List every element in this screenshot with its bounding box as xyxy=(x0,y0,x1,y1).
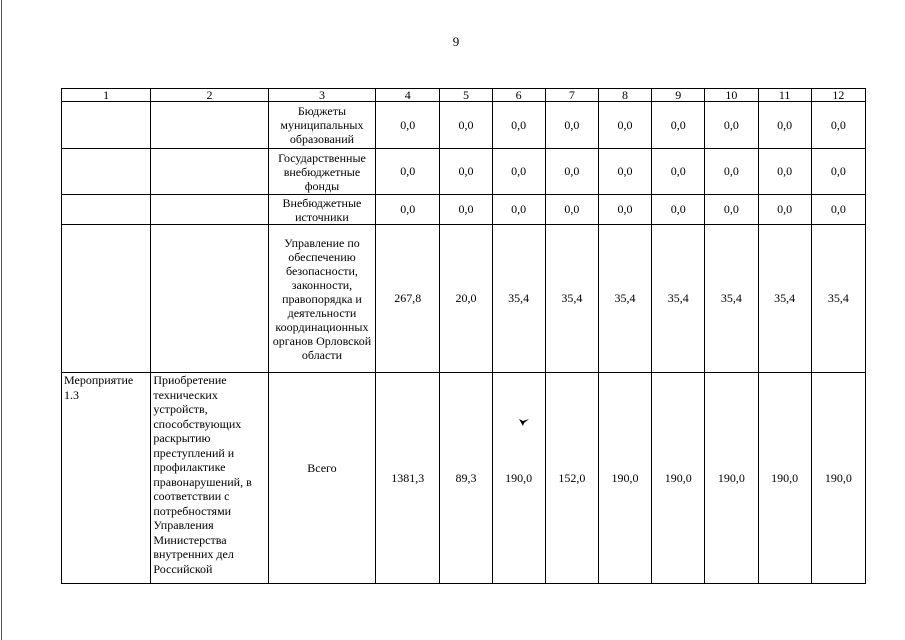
value-cell: 0,0 xyxy=(758,195,811,225)
table-row xyxy=(62,373,866,584)
column-header: 8 xyxy=(598,89,651,102)
description-cell xyxy=(151,102,268,149)
value-cell: 0,0 xyxy=(376,195,440,225)
ink-mark-icon xyxy=(518,416,530,427)
description-cell: Приобретение технических устройств, способствующих раскрытию преступлений и профилактике правонарушений, в соответствии с потребностями Управления Министерства внутренних дел Российской xyxy=(151,373,268,584)
value-cell: 0,0 xyxy=(811,195,865,225)
value-cell: 0,0 xyxy=(440,195,492,225)
value-cell: 35,4 xyxy=(598,225,651,373)
table-row xyxy=(62,225,866,373)
value-cell: 89,3 xyxy=(440,373,492,584)
value-cell: 0,0 xyxy=(545,195,598,225)
column-header: 12 xyxy=(811,89,865,102)
value-cell: 190,0 xyxy=(598,373,651,584)
value-cell: 0,0 xyxy=(598,149,651,195)
description-cell xyxy=(151,149,268,195)
value-cell: 190,0 xyxy=(705,373,758,584)
value-cell: 35,4 xyxy=(652,225,705,373)
column-header: 9 xyxy=(652,89,705,102)
column-header: 2 xyxy=(151,89,268,102)
budget-table xyxy=(61,88,866,584)
value-cell: 190,0 xyxy=(811,373,865,584)
value-cell: 0,0 xyxy=(492,195,545,225)
activity-cell xyxy=(62,195,151,225)
funding-source-cell: Государственные внебюджетные фонды xyxy=(268,149,375,195)
value-cell: 0,0 xyxy=(492,102,545,149)
table-row xyxy=(62,149,866,195)
activity-cell: Мероприятие 1.3 xyxy=(62,373,151,584)
scan-edge-line xyxy=(1,0,2,640)
page-number: 9 xyxy=(452,34,460,49)
column-header: 11 xyxy=(758,89,811,102)
funding-source-cell: Управление по обеспечению безопасности, законности, правопорядка и деятельности координационных органов Орловской области xyxy=(268,225,375,373)
value-cell: 0,0 xyxy=(598,102,651,149)
activity-cell xyxy=(62,149,151,195)
value-cell: 0,0 xyxy=(758,102,811,149)
value-cell: 35,4 xyxy=(811,225,865,373)
funding-source-cell: Всего xyxy=(268,373,375,584)
value-cell: 35,4 xyxy=(492,225,545,373)
value-cell: 190,0 xyxy=(492,373,545,584)
value-cell: 0,0 xyxy=(598,195,651,225)
column-header: 7 xyxy=(545,89,598,102)
description-cell xyxy=(151,195,268,225)
description-cell xyxy=(151,225,268,373)
value-cell: 35,4 xyxy=(545,225,598,373)
value-cell: 0,0 xyxy=(545,102,598,149)
column-header-row xyxy=(62,89,866,102)
column-header: 3 xyxy=(268,89,375,102)
column-header: 4 xyxy=(376,89,440,102)
value-cell: 0,0 xyxy=(440,102,492,149)
value-cell: 0,0 xyxy=(652,102,705,149)
value-cell: 190,0 xyxy=(758,373,811,584)
funding-source-cell: Внебюджетные источники xyxy=(268,195,375,225)
value-cell: 0,0 xyxy=(652,195,705,225)
value-cell: 152,0 xyxy=(545,373,598,584)
value-cell: 0,0 xyxy=(811,149,865,195)
column-header: 1 xyxy=(62,89,151,102)
value-cell: 267,8 xyxy=(376,225,440,373)
column-header: 10 xyxy=(705,89,758,102)
value-cell: 20,0 xyxy=(440,225,492,373)
value-cell: 0,0 xyxy=(811,102,865,149)
value-cell: 0,0 xyxy=(545,149,598,195)
value-cell: 0,0 xyxy=(705,102,758,149)
activity-cell xyxy=(62,102,151,149)
funding-source-cell: Бюджеты муниципальных образований xyxy=(268,102,375,149)
value-cell: 0,0 xyxy=(376,102,440,149)
value-cell: 190,0 xyxy=(652,373,705,584)
activity-cell xyxy=(62,225,151,373)
value-cell: 0,0 xyxy=(705,149,758,195)
value-cell: 1381,3 xyxy=(376,373,440,584)
value-cell: 0,0 xyxy=(705,195,758,225)
value-cell: 0,0 xyxy=(492,149,545,195)
value-cell: 0,0 xyxy=(652,149,705,195)
value-cell: 0,0 xyxy=(376,149,440,195)
column-header: 5 xyxy=(440,89,492,102)
value-cell: 0,0 xyxy=(758,149,811,195)
value-cell: 0,0 xyxy=(440,149,492,195)
table-row xyxy=(62,102,866,149)
table-row xyxy=(62,195,866,225)
column-header: 6 xyxy=(492,89,545,102)
value-cell: 35,4 xyxy=(705,225,758,373)
value-cell: 35,4 xyxy=(758,225,811,373)
